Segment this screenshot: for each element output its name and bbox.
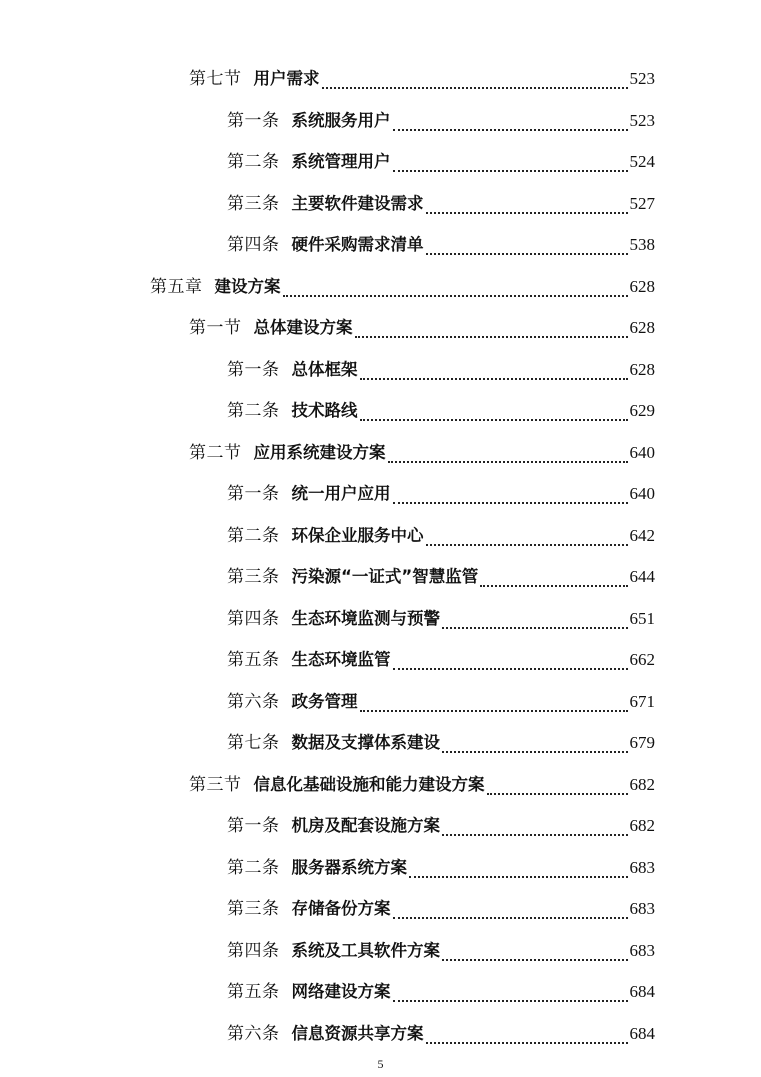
toc-entry[interactable]	[227, 896, 655, 922]
toc-entry-page: 684	[629, 1023, 655, 1043]
toc-entry-title: 生态环境监管	[291, 650, 391, 669]
toc-entry-number: 第五章	[150, 276, 203, 297]
toc-entry-number: 第一条	[227, 110, 280, 131]
toc-entry[interactable]	[189, 315, 655, 341]
toc-entry-page: 683	[629, 899, 655, 918]
toc-entry-page: 640	[629, 484, 655, 503]
toc-entry-number: 第二条	[227, 857, 280, 878]
toc-entry-title: 生态环境监测与预警	[291, 608, 440, 628]
toc-entry-page: 628	[629, 318, 655, 337]
toc-entry-number: 第一节	[189, 318, 242, 338]
toc-entry-page: 683	[629, 940, 655, 960]
toc-leader-dots	[426, 236, 628, 258]
toc-entry-title: 应用系统建设方案	[253, 442, 386, 462]
toc-leader-dots	[360, 693, 628, 715]
toc-entry-number: 第一条	[227, 816, 280, 836]
toc-leader-dots	[442, 610, 628, 632]
toc-entry-page: 651	[629, 608, 655, 628]
toc-entry-title: 总体建设方案	[253, 318, 353, 337]
toc-entry-title: 主要软件建设需求	[291, 193, 424, 213]
toc-entry-title: 统一用户应用	[291, 484, 391, 503]
toc-entry[interactable]	[150, 274, 655, 300]
toc-leader-dots	[283, 278, 628, 300]
toc-entry-number: 第六条	[227, 1023, 280, 1044]
toc-entry-page: 629	[629, 401, 655, 420]
toc-entry[interactable]	[227, 689, 655, 715]
toc-entry-title: 建设方案	[214, 276, 281, 296]
toc-entry-page: 642	[629, 525, 655, 545]
toc-entry-page: 523	[629, 110, 655, 130]
toc-entry-number: 第四条	[227, 940, 280, 961]
toc-entry-title: 网络建设方案	[291, 982, 391, 1001]
toc-entry-number: 第三条	[227, 899, 280, 919]
toc-entry[interactable]	[189, 772, 655, 798]
toc-entry-title: 存储备份方案	[291, 899, 391, 918]
toc-leader-dots	[480, 568, 627, 590]
toc-entry-number: 第四条	[227, 235, 280, 255]
toc-leader-dots	[393, 651, 628, 673]
toc-entry-page: 628	[629, 276, 655, 296]
toc-entry-page: 523	[629, 69, 655, 88]
toc-entry-title: 环保企业服务中心	[291, 525, 424, 545]
toc-entry-number: 第二节	[189, 442, 242, 463]
toc-entry-page: 679	[629, 733, 655, 752]
toc-entry-number: 第二条	[227, 401, 280, 421]
toc-entry-title: 系统管理用户	[291, 152, 391, 171]
toc-entry[interactable]	[227, 1021, 655, 1047]
toc-leader-dots	[360, 402, 628, 424]
toc-leader-dots	[393, 112, 628, 134]
toc-leader-dots	[355, 319, 628, 341]
toc-entry-title: 数据及支撑体系建设	[291, 733, 440, 752]
toc-entry[interactable]	[227, 606, 655, 632]
toc-entry-title: 系统服务用户	[291, 110, 391, 130]
toc-entry-number: 第五条	[227, 982, 280, 1002]
toc-entry[interactable]	[227, 564, 655, 590]
toc-leader-dots	[393, 900, 628, 922]
toc-entry[interactable]	[227, 855, 655, 881]
toc-entry-title: 污染源“一证式”智慧监管	[291, 567, 479, 586]
toc-entry-number: 第三条	[227, 567, 280, 587]
toc-entry-number: 第四条	[227, 608, 280, 629]
toc-entry-page: 538	[629, 235, 655, 254]
toc-entry[interactable]	[227, 398, 655, 424]
toc-entry-number: 第七条	[227, 733, 280, 753]
toc-leader-dots	[360, 361, 628, 383]
toc-entry-title: 硬件采购需求清单	[291, 235, 424, 254]
toc-entry-number: 第三条	[227, 193, 280, 214]
toc-entry-number: 第一条	[227, 484, 280, 504]
toc-entry-page: 682	[629, 774, 655, 794]
toc-entry[interactable]	[227, 813, 655, 839]
toc-leader-dots	[426, 1025, 628, 1047]
toc-leader-dots	[393, 983, 628, 1005]
toc-entry[interactable]	[189, 440, 655, 466]
toc-entry[interactable]	[227, 730, 655, 756]
toc-entry-page: 524	[629, 152, 655, 171]
toc-entry-page: 628	[629, 359, 655, 379]
toc-entry-title: 信息资源共享方案	[291, 1023, 424, 1043]
toc-entry-number: 第二条	[227, 525, 280, 546]
toc-entry-title: 信息化基础设施和能力建设方案	[253, 774, 485, 794]
toc-entry-page: 684	[629, 982, 655, 1001]
toc-entry[interactable]	[227, 481, 655, 507]
toc-entry-page: 683	[629, 857, 655, 877]
toc-leader-dots	[409, 859, 628, 881]
toc-entry-title: 服务器系统方案	[291, 857, 407, 877]
toc-entry-number: 第五条	[227, 650, 280, 670]
toc-entry[interactable]	[227, 647, 655, 673]
toc-entry[interactable]	[227, 191, 655, 217]
toc-entry[interactable]	[227, 149, 655, 175]
toc-entry-title: 技术路线	[291, 401, 358, 420]
toc-entry-page: 527	[629, 193, 655, 213]
toc-entry-title: 总体框架	[291, 359, 358, 379]
toc-entry-page: 644	[629, 567, 655, 586]
toc-entry-page: 682	[629, 816, 655, 835]
toc-entry-number: 第二条	[227, 152, 280, 172]
toc-leader-dots	[393, 485, 628, 507]
toc-leader-dots	[393, 153, 628, 175]
toc-leader-dots	[426, 195, 628, 217]
toc-entry[interactable]	[227, 232, 655, 258]
toc-entry[interactable]	[189, 66, 655, 92]
toc-entry-title: 政务管理	[291, 691, 358, 711]
toc-entry-title: 用户需求	[253, 69, 320, 88]
toc-leader-dots	[442, 734, 628, 756]
toc-entry[interactable]	[227, 979, 655, 1005]
toc-leader-dots	[442, 817, 628, 839]
toc-entry[interactable]	[227, 523, 655, 549]
toc-entry[interactable]	[227, 938, 655, 964]
toc-entry-title: 机房及配套设施方案	[291, 816, 440, 835]
toc-leader-dots	[426, 527, 628, 549]
toc-entry-title: 系统及工具软件方案	[291, 940, 440, 960]
toc-leader-dots	[388, 444, 628, 466]
toc-entry[interactable]	[227, 108, 655, 134]
toc-entry-page: 640	[629, 442, 655, 462]
toc-entry-page: 662	[629, 650, 655, 669]
toc-leader-dots	[487, 776, 628, 798]
toc-entry-page: 671	[629, 691, 655, 711]
toc-entry-number: 第七节	[189, 69, 242, 89]
toc-entry-number: 第三节	[189, 774, 242, 795]
toc-leader-dots	[322, 70, 628, 92]
page-number: 5	[377, 1057, 384, 1071]
toc-entry[interactable]	[227, 357, 655, 383]
toc-leader-dots	[442, 942, 628, 964]
toc-entry-number: 第一条	[227, 359, 280, 380]
toc-entry-number: 第六条	[227, 691, 280, 712]
